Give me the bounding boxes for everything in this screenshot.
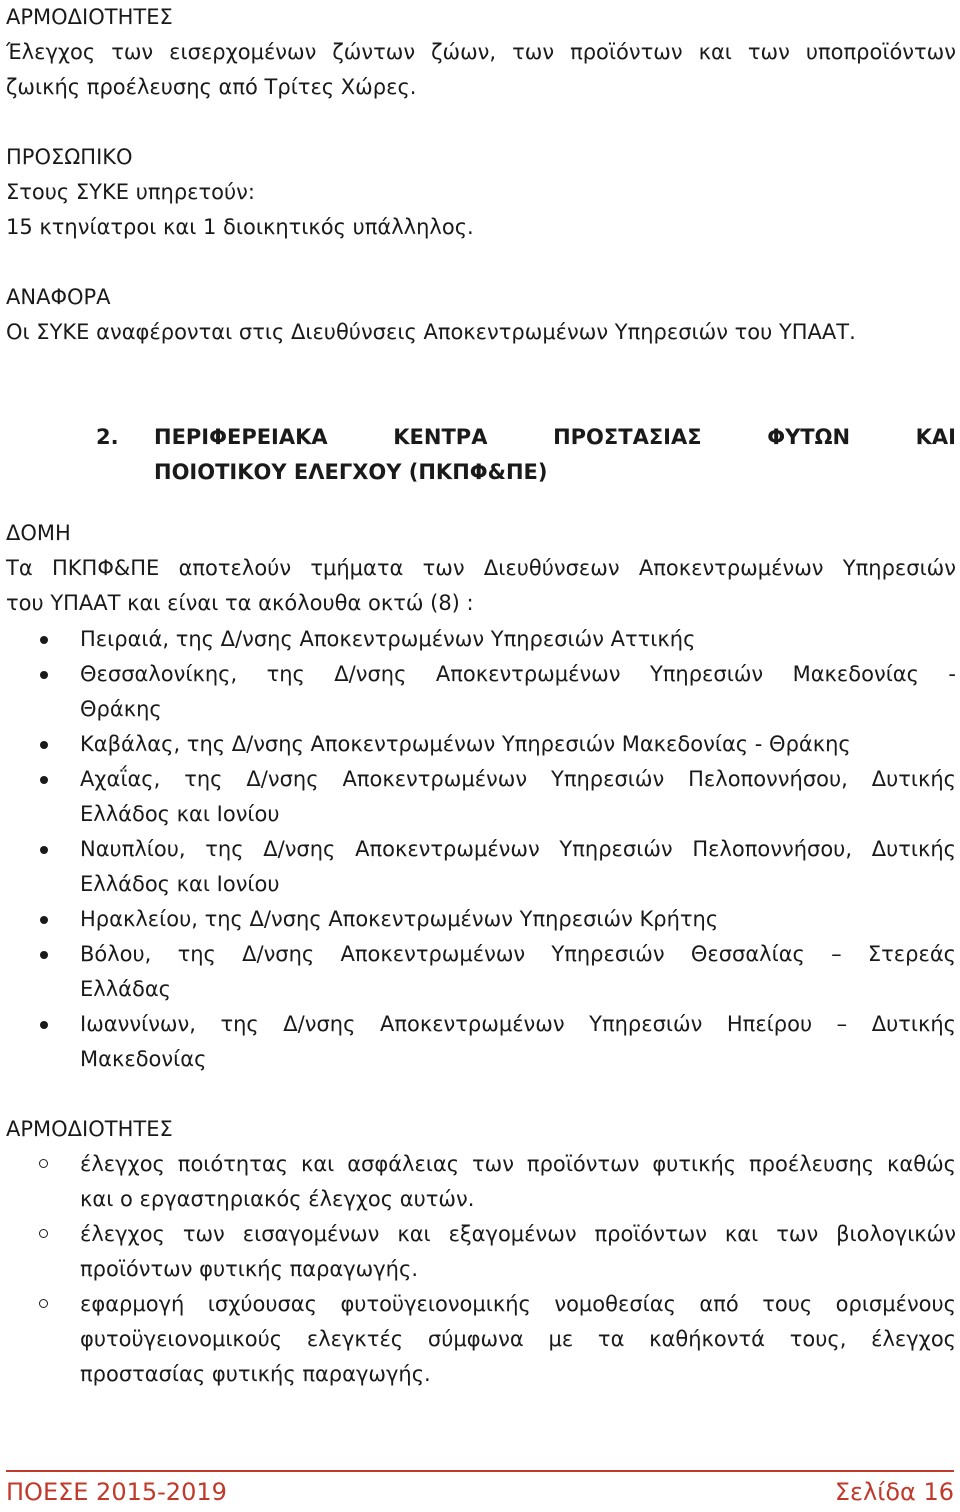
section-title-line: ΠΕΡΙΦΕΡΕΙΑΚΑ ΚΕΝΤΡΑ ΠΡΟΣΤΑΣΙΑΣ ΦΥΤΩΝ ΚΑΙ <box>154 425 956 449</box>
bullet-icon <box>40 1021 48 1029</box>
list-item: έλεγχος των εισαγομένων και εξαγομένων προϊόντων και των βιολογικών προϊόντων φυτικής παραγωγής. <box>6 1217 956 1287</box>
page-footer <box>6 1470 954 1506</box>
paragraph-line: Έλεγχος των εισερχομένων ζώντων ζώων, των προϊόντων και των υποπροϊόντων <box>6 40 956 64</box>
paragraph-line: 15 κτηνίατροι και 1 διοικητικός υπάλληλος. <box>6 215 474 239</box>
bullet-icon <box>40 951 48 959</box>
bullet-icon <box>40 671 48 679</box>
paragraph-line: Στους ΣΥΚΕ υπηρετούν: <box>6 180 255 204</box>
paragraph-line: ζωικής προέλευσης από Τρίτες Χώρες. <box>6 75 417 99</box>
paragraph-line: του ΥΠΑΑΤ και είναι τα ακόλουθα οκτώ (8) : <box>6 591 474 615</box>
paragraph-line: Τα ΠΚΠΦ&ΠΕ αποτελούν τμήματα των Διευθύνσεων Αποκεντρωμένων Υπηρεσιών <box>6 556 956 580</box>
circle-bullet-icon <box>39 1229 48 1238</box>
list-item: Πειραιά, της Δ/νσης Αποκεντρωμένων Υπηρεσιών Αττικής <box>6 622 956 657</box>
bullet-icon <box>40 636 48 644</box>
list-item: Ηρακλείου, της Δ/νσης Αποκεντρωμένων Υπηρεσιών Κρήτης <box>6 902 956 937</box>
footer-page-number: Σελίδα 16 <box>834 1478 954 1506</box>
section-title-line: ΠΟΙΟΤΙΚΟΥ ΕΛΕΓΧΟΥ (ΠΚΠΦ&ΠΕ) <box>154 460 548 484</box>
section-title <box>96 420 956 490</box>
report-heading: ΑΝΑΦΟΡΑ <box>6 285 111 309</box>
circle-bullet-icon <box>39 1299 48 1308</box>
document-page <box>6 0 956 1392</box>
bullet-icon <box>40 846 48 854</box>
bullet-icon <box>40 741 48 749</box>
responsibilities-list <box>6 1147 956 1392</box>
circle-bullet-icon <box>39 1159 48 1168</box>
bullet-icon <box>40 776 48 784</box>
list-item: έλεγχος ποιότητας και ασφάλειας των προϊόντων φυτικής προέλευσης καθώς και ο εργαστηριακός έλεγχος αυτών. <box>6 1147 956 1217</box>
centers-list <box>6 622 956 1077</box>
section-number: 2. <box>96 425 119 449</box>
staff-heading: ΠΡΟΣΩΠΙΚΟ <box>6 145 133 169</box>
list-item: Ιωαννίνων, της Δ/νσης Αποκεντρωμένων Υπηρεσιών Ηπείρου – Δυτικής Μακεδονίας <box>6 1007 956 1077</box>
responsibilities-heading: ΑΡΜΟΔΙΟΤΗΤΕΣ <box>6 1117 173 1141</box>
list-item: Καβάλας, της Δ/νσης Αποκεντρωμένων Υπηρεσιών Μακεδονίας - Θράκης <box>6 727 956 762</box>
list-item: Βόλου, της Δ/νσης Αποκεντρωμένων Υπηρεσιών Θεσσαλίας – Στερεάς Ελλάδας <box>6 937 956 1007</box>
bullet-icon <box>40 916 48 924</box>
list-item: εφαρμογή ισχύουσας φυτοϋγειονομικής νομοθεσίας από τους ορισμένους φυτοϋγειονομικούς ελεγκτές σύμφωνα με τα καθήκοντά τους, έλεγχος προστασίας φυτικής παραγωγής. <box>6 1287 956 1392</box>
list-item: Θεσσαλονίκης, της Δ/νσης Αποκεντρωμένων Υπηρεσιών Μακεδονίας - Θράκης <box>6 657 956 727</box>
list-item: Ναυπλίου, της Δ/νσης Αποκεντρωμένων Υπηρεσιών Πελοποννήσου, Δυτικής Ελλάδος και Ιονίου <box>6 832 956 902</box>
paragraph-line: Οι ΣΥΚΕ αναφέρονται στις Διευθύνσεις Αποκεντρωμένων Υπηρεσιών του ΥΠΑΑΤ. <box>6 320 856 344</box>
list-item: Αχαΐας, της Δ/νσης Αποκεντρωμένων Υπηρεσιών Πελοποννήσου, Δυτικής Ελλάδος και Ιονίου <box>6 762 956 832</box>
structure-heading: ΔΟΜΗ <box>6 521 71 545</box>
footer-document-title: ΠΟΕΣΕ 2015-2019 <box>6 1478 227 1506</box>
responsibilities-heading: ΑΡΜΟΔΙΟΤΗΤΕΣ <box>6 5 173 29</box>
